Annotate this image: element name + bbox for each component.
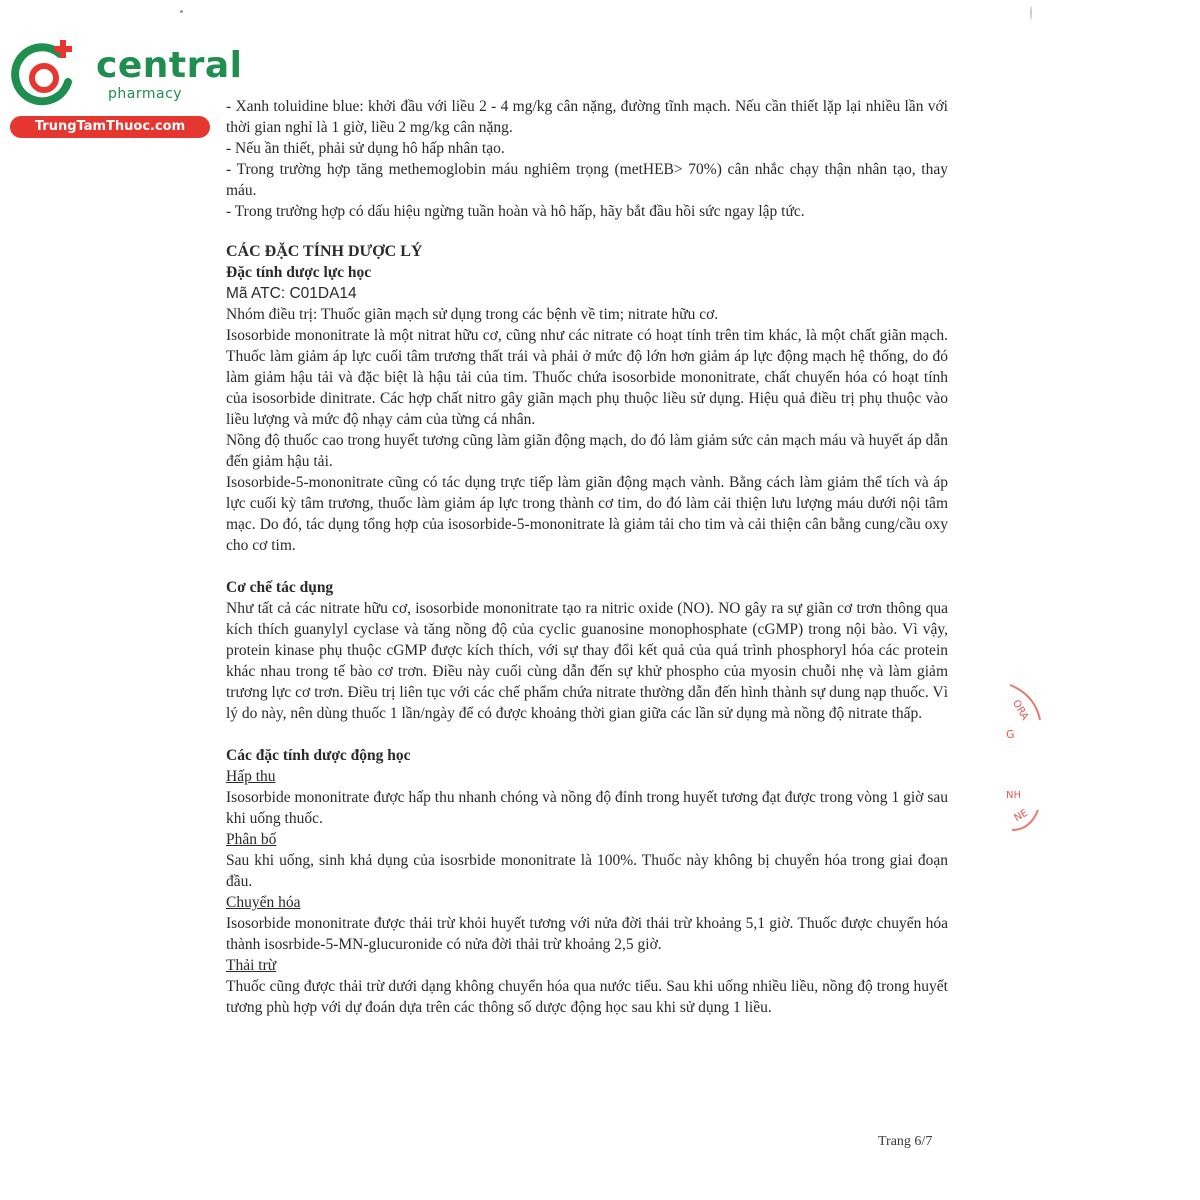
pk-title: Các đặc tính dược động học: [226, 747, 411, 764]
brand-site: TrungTamThuoc.com: [10, 116, 210, 138]
excretion-paragraph: Thuốc cũng được thải trừ dưới dạng không chuyển hóa qua nước tiểu. Sau khi uống nhiều liều, nồng độ trong huyết tương phù hợp với dự đoán dựa trên các thông số dược động học sau khi sử dụng 1 liều.: [226, 978, 948, 1016]
absorption-paragraph: Isosorbide mononitrate được hấp thu nhanh chóng và nồng độ đỉnh trong huyết tương đạt được trong vòng 1 giờ sau khi uống thuốc.: [226, 789, 948, 827]
stamp-mark: [1000, 680, 1045, 840]
brand-sub: pharmacy: [108, 86, 183, 102]
overdose-line-2: - Nếu ần thiết, phải sử dụng hô hấp nhân tạo.: [226, 140, 505, 157]
metabolism-title: Chuyển hóa: [226, 894, 301, 911]
stamp-text-2: G: [1006, 728, 1015, 741]
scan-speck: [180, 10, 183, 13]
excretion-title: Thải trừ: [226, 957, 277, 974]
document-body: [226, 96, 948, 1018]
central-logo-icon: [10, 38, 80, 108]
scan-speck: [1030, 6, 1032, 20]
stamp-text-4: NE: [1012, 807, 1030, 825]
pd-title: Đặc tính dược lực học: [226, 264, 372, 281]
metabolism-paragraph: Isosorbide mononitrate được thải trừ khỏi huyết tương với nửa đời thải trừ khoảng 5,1 giờ. Thuốc được chuyển hóa thành isosrbide-5-MN-glucuronide có nửa đời thải trừ khoảng 2,5 giờ.: [226, 915, 948, 953]
mechanism-title: Cơ chế tác dụng: [226, 579, 334, 596]
therapeutic-group: Nhóm điều trị: Thuốc giãn mạch sử dụng trong các bệnh về tim; nitrate hữu cơ.: [226, 306, 719, 323]
pd-paragraph-2: Nồng độ thuốc cao trong huyết tương cũng làm giãn động mạch, do đó làm giảm sức cản mạch máu và huyết áp dẫn đến giảm hậu tải.: [226, 432, 948, 470]
distribution-paragraph: Sau khi uống, sinh khả dụng của isosrbide mononitrate là 100%. Thuốc này không bị chuyển hóa trong giai đoạn đầu.: [226, 852, 948, 890]
pd-paragraph-3: Isosorbide-5-mononitrate cũng có tác dụng trực tiếp làm giãn động mạch vành. Bằng cách làm giảm thể tích và áp lực cuối kỳ tâm trương, thuốc làm giảm áp lực trong thành cơ tim, do đó làm cải thiện lưu lượng máu dưới nội tâm mạc. Do đó, tác dụng tổng hợp của isosorbide-5-mononitrate là giảm tải cho tim và cải thiện cân bằng cung/cầu oxy cho cơ tim.: [226, 474, 948, 554]
section-title: CÁC ĐẶC TÍNH DƯỢC LÝ: [226, 243, 423, 260]
mechanism-paragraph: Như tất cả các nitrate hữu cơ, isosorbide mononitrate tạo ra nitric oxide (NO). NO gây ra sự giãn cơ trơn thông qua kích thích guanylyl cyclase và tăng nồng độ của cyclic guanosine monophosphate (cGMP) trong nội bào. Vì vậy, protein kinase phụ thuộc cGMP được kích thích, với sự thay đổi kết quả của quá trình phosphoryl hóa các protein khác nhau trong tế bào cơ trơn. Điều này cuối cùng dẫn đến sự khử phospho của myosin chuỗi nhẹ và làm giảm trương lực cơ trơn. Điều trị liên tục với các chế phẩm chứa nitrate thường dẫn đến hình thành sự dung nạp thuốc. Vì lý do này, nên dùng thuốc 1 lần/ngày để có được khoảng thời gian giữa các lần sử dụng mà nồng độ nitrate thấp.: [226, 600, 948, 722]
overdose-line-1: - Xanh toluidine blue: khởi đầu với liều 2 - 4 mg/kg cân nặng, đường tĩnh mạch. Nếu cần thiết lặp lại nhiều lần với thời gian nghỉ là 1 giờ, liều 2 mg/kg cân nặng.: [226, 98, 948, 136]
pd-paragraph-1: Isosorbide mononitrate là một nitrat hữu cơ, cũng như các nitrate có hoạt tính trên tim khác, là một chất giãn mạch. Thuốc làm giảm áp lực cuối tâm trương thất trái và phải ở mức độ lớn hơn giảm áp lực động mạch hệ thống, do đó làm giảm hậu tải và đặc biệt là hậu tải của tim. Thuốc chứa isosorbide mononitrate, chất chuyển hóa có hoạt tính của isosorbide dinitrate. Các hợp chất nitro gây giãn mạch phụ thuộc liều sử dụng. Hiệu quả điều trị phụ thuộc vào liều lượng và mức độ nhạy cảm của từng cá nhân.: [226, 327, 948, 428]
overdose-line-3: - Trong trường hợp tăng methemoglobin máu nghiêm trọng (metHEB> 70%) cân nhắc chạy thận nhân tạo, thay máu.: [226, 161, 948, 199]
atc-code: Mã ATC: C01DA14: [226, 285, 357, 302]
stamp-text-1: ORA: [1010, 698, 1031, 723]
page-number: Trang 6/7: [878, 1134, 933, 1149]
brand-logo: [10, 38, 243, 138]
stamp-text-3: NH: [1006, 790, 1021, 801]
brand-name: central: [96, 45, 243, 86]
absorption-title: Hấp thu: [226, 768, 276, 785]
distribution-title: Phân bố: [226, 831, 277, 848]
overdose-line-4: - Trong trường hợp có dấu hiệu ngừng tuần hoàn và hô hấp, hãy bắt đầu hồi sức ngay lập tức.: [226, 203, 805, 220]
